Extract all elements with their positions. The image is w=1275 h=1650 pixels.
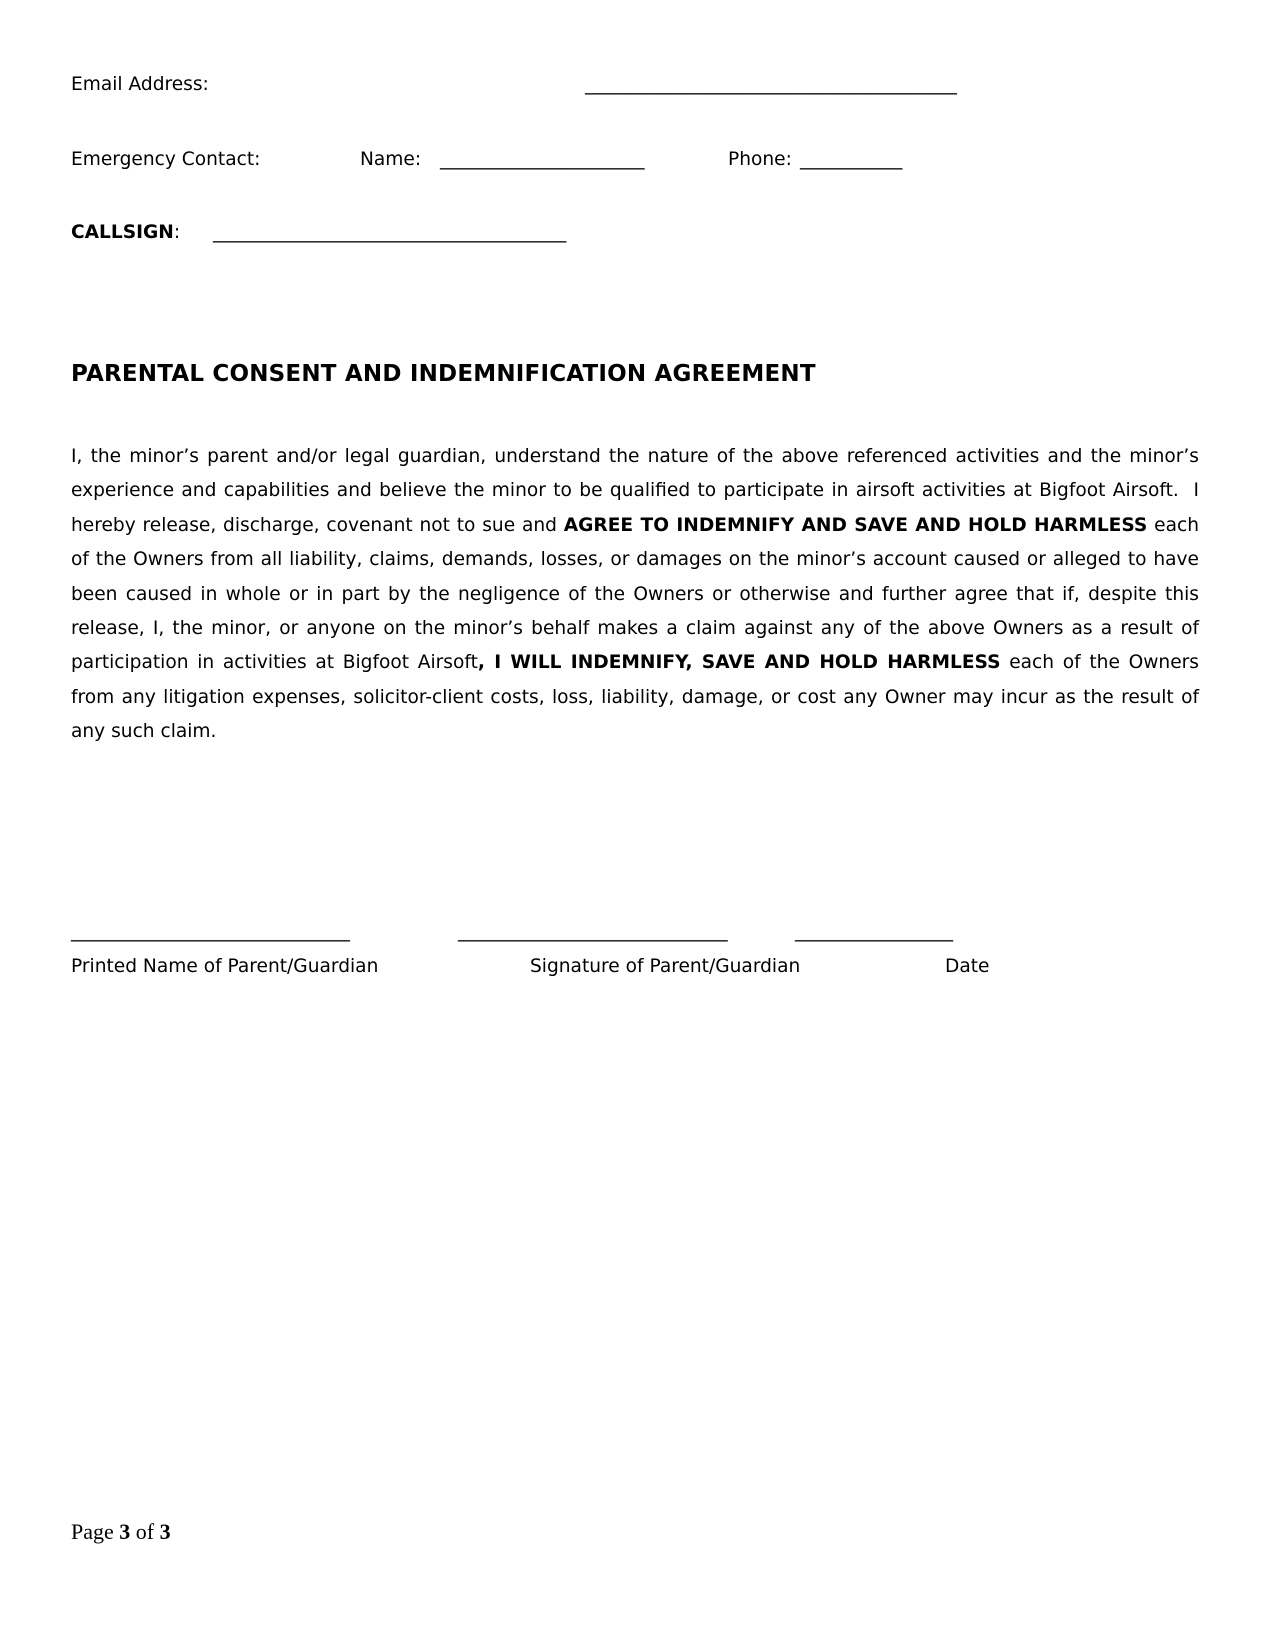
printed-name-label: Printed Name of Parent/Guardian <box>71 956 379 977</box>
emergency-name-blank-line: ______________________ <box>440 149 645 170</box>
date-label: Date <box>945 956 990 977</box>
page-number-footer: Page 3 of 3 <box>71 1519 171 1544</box>
emergency-phone-label: Phone: <box>728 149 792 170</box>
signature-label: Signature of Parent/Guardian <box>530 956 801 977</box>
callsign-row <box>71 222 180 243</box>
agreement-section-title: PARENTAL CONSENT AND INDEMNIFICATION AGREEMENT <box>71 361 816 387</box>
emergency-contact-label: Emergency Contact: <box>71 149 261 170</box>
callsign-blank-line: ______________________________________ <box>213 222 567 243</box>
emergency-phone-blank-line: ___________ <box>800 149 903 170</box>
email-address-label: Email Address: <box>71 74 209 95</box>
callsign-label: CALLSIGN <box>71 222 174 243</box>
email-address-blank-line: ________________________________________ <box>585 74 957 95</box>
printed-name-blank-line: ______________________________ <box>71 921 350 942</box>
emergency-name-label: Name: <box>360 149 422 170</box>
callsign-colon: : <box>173 222 181 243</box>
agreement-paragraph: I, the minor’s parent and/or legal guardian, understand the nature of the above referenced activities and the minor’s experience and capabilities and believe the minor to be qualified to participate in airsoft activities at Bigfoot Airsoft. I hereby release, discharge, covenant not to sue and AGREE TO INDEMNIFY AND SAVE AND HOLD HARMLESS each of the Owners from all liability, claims, demands, losses, or damages on the minor’s account caused or alleged to have been caused in whole or in part by the negligence of the Owners or otherwise and further agree that if, despite this release, I, the minor, or anyone on the minor’s behalf makes a claim against any of the above Owners as a result of participation in activities at Bigfoot Airsoft, I WILL INDEMNIFY, SAVE AND HOLD HARMLESS each of the Owners from any litigation expenses, solicitor-client costs, loss, liability, damage, or cost any Owner may incur as the result of any such claim. <box>71 446 1199 743</box>
date-blank-line: _________________ <box>795 921 954 942</box>
signature-blank-line: _____________________________ <box>458 921 728 942</box>
